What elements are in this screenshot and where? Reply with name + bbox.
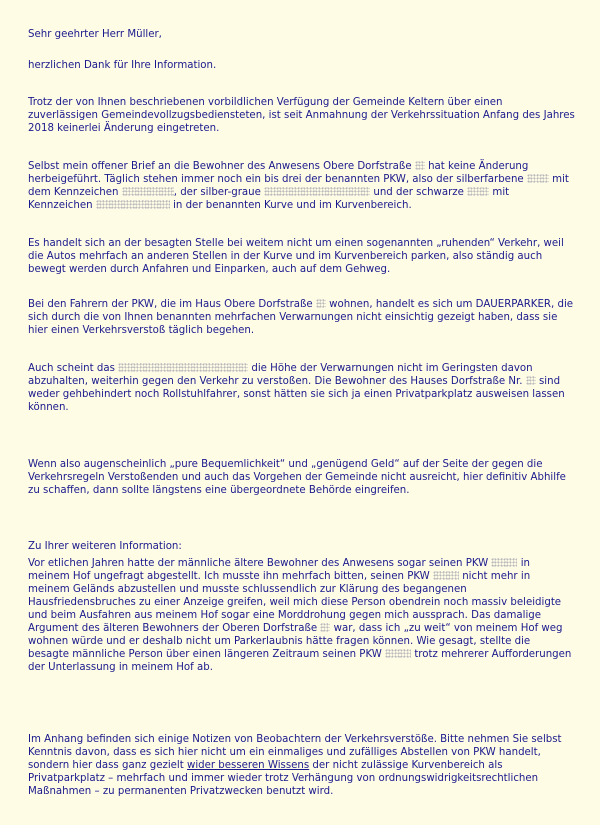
paragraph-1: Trotz der von Ihnen beschriebenen vorbildlichen Verfügung der Gemeinde Keltern über einen zuverlässigen Gemeindevollzugsbediensteten, ist seit Anmahnung der Verkehrssituation Anfang des Jahres 2018 keinerlei Änderung eingetreten.	[28, 97, 575, 134]
p5-text-a: Auch scheint das	[28, 363, 119, 374]
redaction-mark	[527, 174, 549, 183]
paragraph-2	[28, 160, 576, 212]
paragraph-5	[28, 362, 576, 414]
p2-text-g: in der benannten Kurve und im Kurvenbereich.	[169, 200, 412, 211]
p5-text-c: sind weder gehbehindert noch Rollstuhlfahrer, sonst hätten sie sich ja einen Privatparkplatz ausweisen lassen können.	[28, 376, 565, 413]
p8-text-a: Im Anhang befinden sich einige Notizen von Beobachtern der Verkehrsverstöße. Bitte nehmen Sie selbst Kenntnis davon, dass es sich hier nicht um ein einmaliges und zufälliges Abstellen von PKW handelt, sondern hier dass ganz gezielt	[28, 734, 562, 771]
paragraph-3: Es handelt sich an der besagten Stelle bei weitem nicht um einen sogenannten „ruhenden“ Verkehr, weil die Autos mehrfach an anderen Stellen in der Kurve und im Kurvenbereich parken, also ständig auch bewegt werden durch Anfahren und Einparken, auch auf dem Gehweg.	[28, 238, 564, 275]
redaction-mark	[96, 200, 170, 209]
redaction-mark	[385, 649, 411, 658]
p7-text-d: war, dass ich „zu weit“ von meinem Hof weg wohnen würde und er deshalb nicht um Parkerlaubnis hätte fragen können. Wie gesagt, stellte die besagte männliche Person über einen längeren Zeitraum seinen PKW	[28, 623, 563, 660]
p5-text-b: die Höhe der Verwarnungen nicht im Geringsten davon abzuhalten, weiterhin gegen den Verkehr zu verstoßen. Die Bewohner des Hauses Dorfstraße Nr.	[28, 363, 533, 387]
paragraph-6: Wenn also augenscheinlich „pure Bequemlichkeit“ und „genügend Geld“ auf der Seite der gegen die Verkehrsregeln Verstoßenden und auch das Vorgehen der Gemeinde nicht ausreicht, hier definitiv Abhilfe zu schaffen, dann sollte längstens eine übergeordnete Behörde eingreifen.	[28, 459, 566, 496]
redaction-mark	[264, 187, 370, 196]
underlined-phrase: wider besseren Wissens	[186, 760, 310, 771]
p4-text-b: wohnen, handelt es sich um DAUERPARKER, die sich durch die von Ihnen benannten mehrfachen Verwarnungen nicht einsichtig gezeigt haben, dass sie hier einen Verkehrsverstoß täglich begehen.	[28, 299, 574, 336]
redaction-mark	[122, 187, 174, 196]
redaction-mark	[433, 571, 459, 580]
p7-text-a: Vor etlichen Jahren hatte der männliche ältere Bewohner des Anwesens sogar seinen PKW	[28, 558, 492, 569]
paragraph-4	[28, 298, 576, 337]
redaction-mark	[467, 187, 489, 196]
salutation: Sehr geehrter Herr Müller,	[28, 29, 162, 40]
p2-text-f: mit Kennzeichen	[28, 187, 510, 211]
p2-text-c: mit dem Kennzeichen	[28, 174, 569, 198]
redaction-mark	[316, 299, 326, 308]
p2-text-e: und der schwarze	[370, 187, 468, 198]
p4-text-a: Bei den Fahrern der PKW, die im Haus Obere Dorfstraße	[28, 299, 316, 310]
p7-text-e: trotz mehrerer Aufforderungen der Unterlassung in meinem Hof ab.	[28, 649, 572, 673]
paragraph-8	[28, 733, 576, 798]
paragraph-7	[28, 557, 576, 674]
info-heading: Zu Ihrer weiteren Information:	[28, 541, 182, 552]
thanks-line: herzlichen Dank für Ihre Information.	[28, 60, 217, 71]
p2-text-d: , der silber-graue	[173, 187, 265, 198]
p7-text-b: in meinem Hof ungefragt abgestellt. Ich musste ihn mehrfach bitten, seinen PKW	[28, 558, 530, 582]
redaction-mark	[118, 363, 248, 372]
p2-text-a: Selbst mein offener Brief an die Bewohner des Anwesens Obere Dorfstraße	[28, 161, 415, 172]
redaction-mark	[526, 376, 536, 385]
redaction-mark	[320, 623, 330, 632]
p8-text-b: der nicht zulässige Kurvenbereich als Privatparkplatz – mehrfach und immer wieder trotz Verhängung von ordnungswidrigkeitsrechtlichen Maßnahmen – zu permanenten Privatzwecken benutzt wird.	[28, 760, 539, 797]
redaction-mark	[491, 558, 517, 567]
p2-text-b: hat keine Änderung herbeigeführt. Täglich stehen immer noch ein bis drei der benannten PKW, also der silberfarbene	[28, 161, 529, 185]
redaction-mark	[415, 161, 425, 170]
p7-text-c: nicht mehr in meinem Geländs abzustellen und musste schlussendlich zur Klärung des begangenen Hausfriedensbruches zu einer Anzeige greifen, weil mich diese Person obendrein noch massiv beleidigte und beim Ausfahren aus meinem Hof sogar eine Morddrohung gegen mich aussprach. Das damalige Argument des älteren Bewohners der Oberen Dorfstraße	[28, 571, 562, 634]
